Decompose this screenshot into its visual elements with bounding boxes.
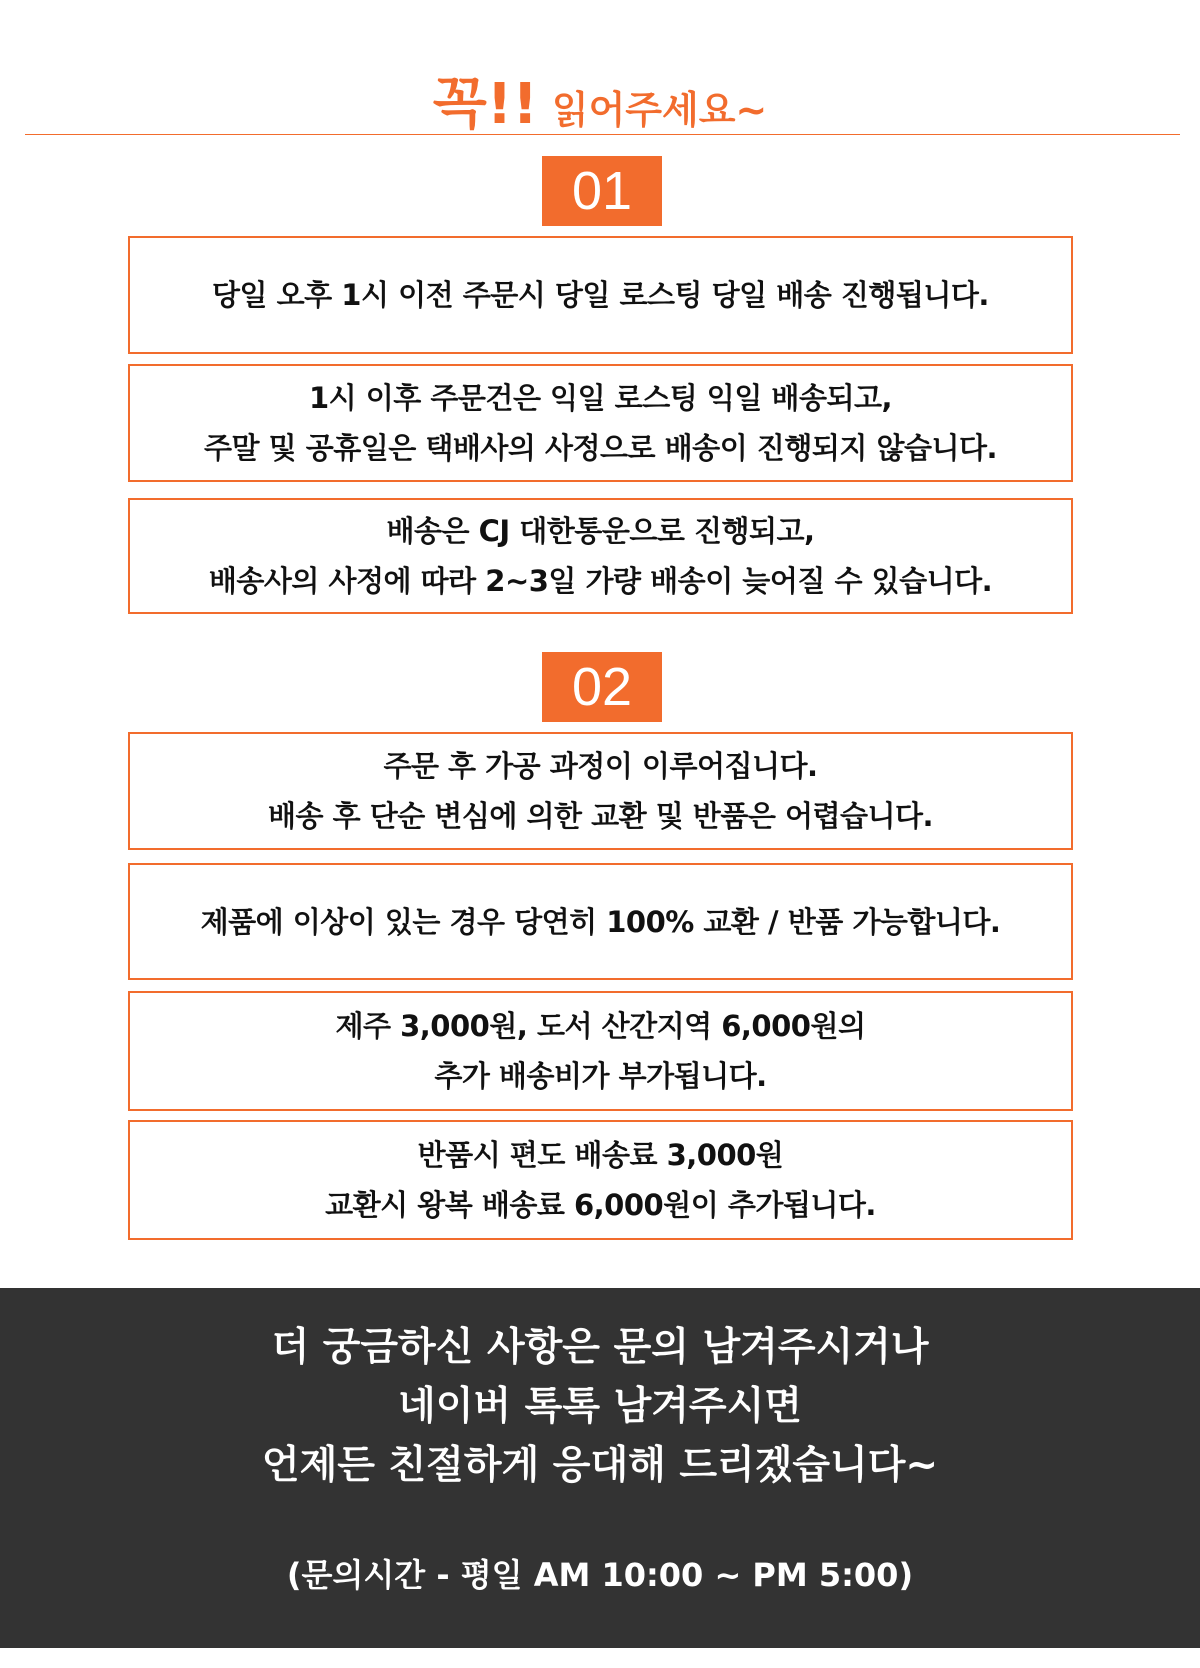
- notice-line: 1시 이후 주문건은 익일 로스팅 익일 배송되고,: [308, 381, 893, 415]
- contact-footer: [0, 1288, 1200, 1648]
- notice-line: 제주 3,000원, 도서 산간지역 6,000원의: [335, 1009, 866, 1043]
- contact-line: 더 궁금하신 사항은 문의 남겨주시거나: [271, 1325, 929, 1370]
- notice-line: 배송 후 단순 변심에 의한 교환 및 반품은 어렵습니다.: [267, 799, 934, 833]
- notice-line: 주말 및 공휴일은 택배사의 사정으로 배송이 진행되지 않습니다.: [203, 431, 998, 465]
- title-emphasis: 꼭!!: [432, 72, 538, 137]
- inquiry-hours: (문의시간 - 평일 AM 10:00 ~ PM 5:00): [286, 1556, 914, 1594]
- notice-line: 배송사의 사정에 따라 2~3일 가량 배송이 늦어질 수 있습니다.: [208, 564, 993, 598]
- notice-line: 추가 배송비가 부가됩니다.: [434, 1059, 767, 1093]
- contact-message: [0, 1318, 1200, 1495]
- notice-line: 당일 오후 1시 이전 주문시 당일 로스팅 당일 배송 진행됩니다.: [212, 278, 989, 312]
- notice-line: 배송은 CJ 대한통운으로 진행되고,: [386, 514, 815, 548]
- contact-line: 네이버 톡톡 남겨주시면: [398, 1384, 802, 1429]
- section-number-badge: 01: [542, 156, 662, 226]
- notice-box: [128, 1120, 1073, 1240]
- notice-box: [128, 236, 1073, 354]
- notice-line: 교환시 왕복 배송료 6,000원이 추가됩니다.: [325, 1188, 876, 1222]
- section-number-badge: 02: [542, 652, 662, 722]
- notice-box: [128, 991, 1073, 1111]
- notice-line: 반품시 편도 배송료 3,000원: [417, 1138, 784, 1172]
- contact-line: 언제든 친절하게 응대해 드리겠습니다~: [261, 1443, 939, 1488]
- title-rest: 읽어주세요~: [551, 88, 768, 132]
- title-divider: [25, 134, 1180, 135]
- notice-box: [128, 364, 1073, 482]
- notice-line: 제품에 이상이 있는 경우 당연히 100% 교환 / 반품 가능합니다.: [200, 904, 1001, 939]
- notice-line: 주문 후 가공 과정이 이루어집니다.: [383, 749, 818, 783]
- notice-box: [128, 732, 1073, 850]
- page-title: [0, 60, 1200, 140]
- notice-box: [128, 863, 1073, 980]
- notice-box: [128, 498, 1073, 614]
